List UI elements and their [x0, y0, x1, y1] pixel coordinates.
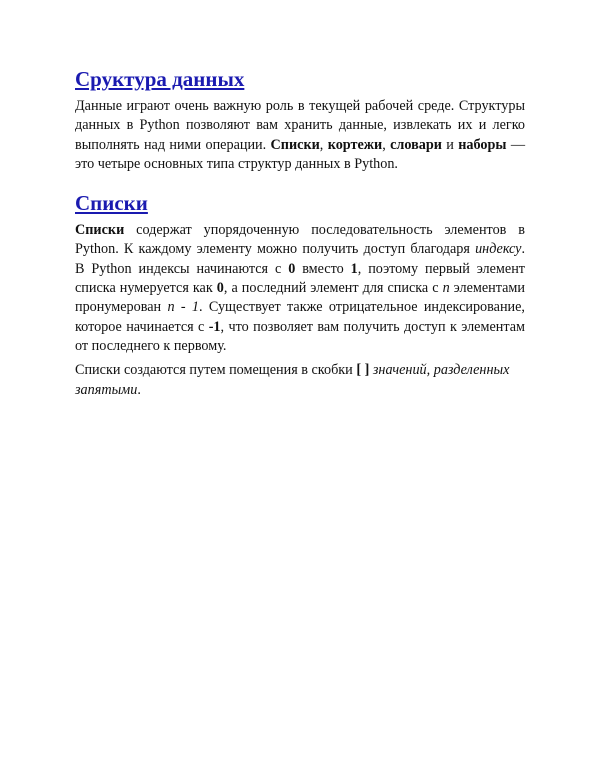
- section-heading-data-structures: Сруктура данных: [75, 67, 245, 91]
- text-run: ,: [319, 136, 328, 153]
- value-zero: 0: [216, 280, 224, 297]
- text-run: , а последний элемент для списка с: [223, 280, 443, 297]
- text-run: вместо: [295, 260, 351, 277]
- term-index: индексу: [475, 241, 522, 258]
- term-lists: Списки: [270, 136, 320, 153]
- term-tuples: кортежи: [327, 136, 383, 153]
- text-run: , что позволяет вам получить доступ к элементам от последнего к первому.: [75, 318, 525, 354]
- text-run: Списки создаются путем помещения в скобки: [75, 362, 357, 379]
- term-dicts: словари: [390, 136, 442, 153]
- paragraph-lists-description: [75, 221, 525, 356]
- text-run: содержат упорядоченную последовательность элементов в Python. К каждому элементу можно получить доступ благодаря: [75, 222, 525, 258]
- comma-separated-values: значений, разделенных запятыми: [75, 362, 510, 398]
- paragraph-intro: [75, 97, 525, 174]
- text-run: элементами пронумерован: [75, 280, 525, 316]
- brackets-symbol: [ ]: [356, 362, 370, 379]
- value-minus-one: -1: [208, 318, 221, 335]
- text-run: Данные играют очень важную роль в текущей рабочей среде. Структуры данных в Python позволяют вам хранить данные, извлекать их и легко выполнять над ними операции.: [75, 98, 525, 153]
- text-run: , поэтому первый элемент списка нумеруется как: [75, 260, 525, 297]
- text-run: . В Python индексы начинаются с: [75, 241, 525, 277]
- document-page: [75, 66, 525, 405]
- var-n: n: [442, 280, 450, 297]
- section-heading-lists: Списки: [75, 191, 148, 216]
- text-run: и: [441, 136, 459, 153]
- text-run: .: [137, 381, 141, 398]
- text-run: — это четыре основных типа структур данных в Python.: [75, 136, 526, 172]
- paragraph-lists-creation: [75, 361, 525, 400]
- text-run: . Существует также отрицательное индексирование, которое начинается с: [75, 299, 525, 335]
- term-lists: Списки: [75, 222, 125, 239]
- term-sets: наборы: [458, 136, 507, 153]
- expr-n-minus-1: n - 1: [167, 299, 199, 316]
- value-zero: 0: [288, 260, 296, 277]
- value-one: 1: [350, 260, 358, 277]
- text-run: ,: [382, 136, 391, 153]
